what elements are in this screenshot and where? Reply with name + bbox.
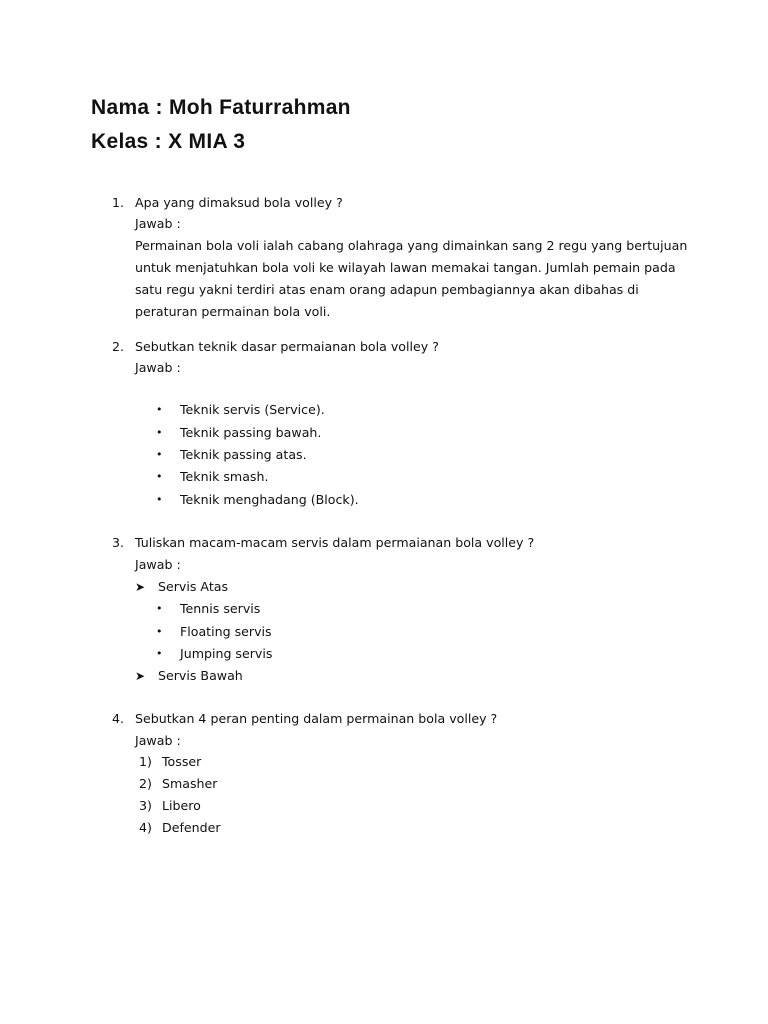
question-1-answer-label: Jawab : bbox=[135, 216, 181, 231]
role-number: 3) bbox=[139, 798, 152, 813]
question-1-number: 1. bbox=[112, 195, 125, 210]
student-class-heading: Kelas : X MIA 3 bbox=[91, 130, 246, 153]
question-1-answer-line: untuk menjatuhkan bola voli ke wilayah lawan memakai tangan. Jumlah pemain pada bbox=[135, 260, 676, 275]
technique-item: Teknik passing bawah. bbox=[180, 425, 322, 440]
bullet-icon: • bbox=[156, 448, 163, 461]
technique-item: Teknik passing atas. bbox=[180, 447, 307, 462]
question-3-number: 3. bbox=[112, 535, 125, 550]
bullet-icon: • bbox=[156, 625, 163, 638]
technique-item: Teknik smash. bbox=[180, 469, 269, 484]
question-4-number: 4. bbox=[112, 711, 125, 726]
role-item: Tosser bbox=[162, 754, 202, 769]
role-item: Libero bbox=[162, 798, 201, 813]
question-4-text: Sebutkan 4 peran penting dalam permainan bola volley ? bbox=[135, 711, 498, 726]
question-2-text: Sebutkan teknik dasar permaianan bola volley ? bbox=[135, 339, 439, 354]
bullet-icon: • bbox=[156, 647, 163, 660]
serve-group-label: Servis Bawah bbox=[158, 668, 243, 683]
bullet-icon: • bbox=[156, 426, 163, 439]
serve-item: Floating servis bbox=[180, 624, 272, 639]
bullet-icon: • bbox=[156, 403, 163, 416]
arrow-bullet-icon: ➤ bbox=[135, 580, 146, 594]
serve-group-label: Servis Atas bbox=[158, 579, 229, 594]
student-name-heading: Nama : Moh Faturrahman bbox=[91, 96, 351, 119]
bullet-icon: • bbox=[156, 470, 163, 483]
serve-item: Jumping servis bbox=[180, 646, 273, 661]
bullet-icon: • bbox=[156, 602, 163, 615]
role-number: 1) bbox=[139, 754, 152, 769]
question-3-text: Tuliskan macam-macam servis dalam permaianan bola volley ? bbox=[135, 535, 535, 550]
bullet-icon: • bbox=[156, 493, 163, 506]
question-2-number: 2. bbox=[112, 339, 125, 354]
technique-item: Teknik menghadang (Block). bbox=[180, 492, 359, 507]
question-1-answer-line: satu regu yakni terdiri atas enam orang adapun pembagiannya akan dibahas di bbox=[135, 282, 639, 297]
question-2-answer-label: Jawab : bbox=[135, 360, 181, 375]
role-number: 2) bbox=[139, 776, 152, 791]
technique-item: Teknik servis (Service). bbox=[180, 402, 325, 417]
question-1-answer-line: Permainan bola voli ialah cabang olahraga yang dimainkan sang 2 regu yang bertujuan bbox=[135, 238, 688, 253]
role-item: Defender bbox=[162, 820, 221, 835]
question-1-answer-line: peraturan permainan bola voli. bbox=[135, 304, 331, 319]
serve-item: Tennis servis bbox=[180, 601, 261, 616]
role-item: Smasher bbox=[162, 776, 218, 791]
question-4-answer-label: Jawab : bbox=[135, 733, 181, 748]
question-3-answer-label: Jawab : bbox=[135, 557, 181, 572]
arrow-bullet-icon: ➤ bbox=[135, 669, 146, 683]
role-number: 4) bbox=[139, 820, 152, 835]
question-1-text: Apa yang dimaksud bola volley ? bbox=[135, 195, 343, 210]
